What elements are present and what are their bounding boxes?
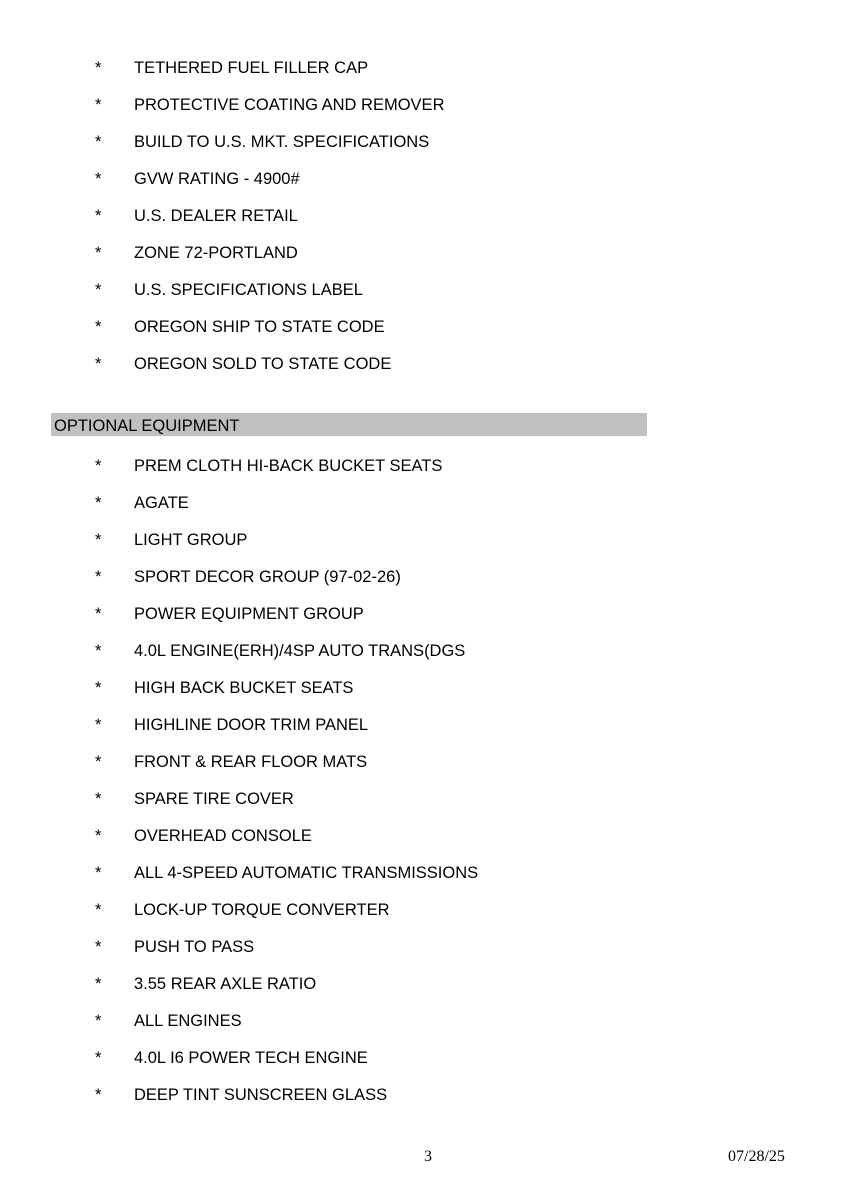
list-item <box>0 1048 847 1085</box>
list-item <box>0 641 847 678</box>
list-item <box>0 678 847 715</box>
list-item-text: PREM CLOTH HI-BACK BUCKET SEATS <box>134 457 443 475</box>
list-item <box>0 132 847 169</box>
page-number: 3 <box>424 1148 432 1165</box>
list-item-text: HIGHLINE DOOR TRIM PANEL <box>134 716 369 734</box>
list-item <box>0 493 847 530</box>
list-item <box>0 937 847 974</box>
bullet-asterisk: * <box>95 1012 102 1030</box>
list-item <box>0 752 847 789</box>
list-item-text: OREGON SOLD TO STATE CODE <box>134 355 392 373</box>
optional-equipment-header: OPTIONAL EQUIPMENT <box>51 413 647 436</box>
standard-equipment-list <box>0 58 847 391</box>
list-item <box>0 456 847 493</box>
list-item <box>0 317 847 354</box>
list-item <box>0 974 847 1011</box>
list-item-text: OREGON SHIP TO STATE CODE <box>134 318 385 336</box>
list-item-text: BUILD TO U.S. MKT. SPECIFICATIONS <box>134 133 430 151</box>
list-item-text: FRONT & REAR FLOOR MATS <box>134 753 368 771</box>
list-item-text: SPARE TIRE COVER <box>134 790 294 808</box>
footer-date: 07/28/25 <box>728 1148 785 1165</box>
list-item-text: U.S. DEALER RETAIL <box>134 207 298 225</box>
list-item-text: ALL ENGINES <box>134 1012 242 1030</box>
list-item-text: 3.55 REAR AXLE RATIO <box>134 975 317 993</box>
list-item <box>0 243 847 280</box>
bullet-asterisk: * <box>95 753 102 771</box>
list-item-text: OVERHEAD CONSOLE <box>134 827 312 845</box>
list-item-text: U.S. SPECIFICATIONS LABEL <box>134 281 363 299</box>
list-item <box>0 604 847 641</box>
bullet-asterisk: * <box>95 96 102 114</box>
bullet-asterisk: * <box>95 716 102 734</box>
list-item-text: ZONE 72-PORTLAND <box>134 244 298 262</box>
bullet-asterisk: * <box>95 679 102 697</box>
list-item <box>0 280 847 317</box>
list-item <box>0 95 847 132</box>
list-item-text: HIGH BACK BUCKET SEATS <box>134 679 354 697</box>
bullet-asterisk: * <box>95 605 102 623</box>
bullet-asterisk: * <box>95 170 102 188</box>
list-item <box>0 58 847 95</box>
list-item-text: 4.0L I6 POWER TECH ENGINE <box>134 1049 368 1067</box>
bullet-asterisk: * <box>95 864 102 882</box>
list-item <box>0 530 847 567</box>
bullet-asterisk: * <box>95 1049 102 1067</box>
bullet-asterisk: * <box>95 1086 102 1104</box>
list-item <box>0 1085 847 1122</box>
bullet-asterisk: * <box>95 790 102 808</box>
list-item-text: LOCK-UP TORQUE CONVERTER <box>134 901 390 919</box>
bullet-asterisk: * <box>95 494 102 512</box>
bullet-asterisk: * <box>95 938 102 956</box>
bullet-asterisk: * <box>95 827 102 845</box>
list-item-text: ALL 4-SPEED AUTOMATIC TRANSMISSIONS <box>134 864 479 882</box>
list-item <box>0 354 847 391</box>
list-item <box>0 900 847 937</box>
list-item <box>0 169 847 206</box>
list-item <box>0 1011 847 1048</box>
list-item <box>0 863 847 900</box>
list-item-text: PROTECTIVE COATING AND REMOVER <box>134 96 445 114</box>
list-item <box>0 826 847 863</box>
list-item <box>0 789 847 826</box>
bullet-asterisk: * <box>95 901 102 919</box>
bullet-asterisk: * <box>95 975 102 993</box>
list-item <box>0 206 847 243</box>
list-item-text: GVW RATING - 4900# <box>134 170 300 188</box>
list-item-text: DEEP TINT SUNSCREEN GLASS <box>134 1086 388 1104</box>
bullet-asterisk: * <box>95 318 102 336</box>
bullet-asterisk: * <box>95 531 102 549</box>
bullet-asterisk: * <box>95 281 102 299</box>
list-item-text: SPORT DECOR GROUP (97-02-26) <box>134 568 401 586</box>
bullet-asterisk: * <box>95 457 102 475</box>
bullet-asterisk: * <box>95 355 102 373</box>
bullet-asterisk: * <box>95 642 102 660</box>
list-item <box>0 567 847 604</box>
bullet-asterisk: * <box>95 568 102 586</box>
list-item-text: LIGHT GROUP <box>134 531 248 549</box>
bullet-asterisk: * <box>95 244 102 262</box>
bullet-asterisk: * <box>95 59 102 77</box>
bullet-asterisk: * <box>95 133 102 151</box>
bullet-asterisk: * <box>95 207 102 225</box>
list-item-text: POWER EQUIPMENT GROUP <box>134 605 364 623</box>
list-item-text: TETHERED FUEL FILLER CAP <box>134 59 369 77</box>
list-item-text: AGATE <box>134 494 189 512</box>
optional-equipment-list <box>0 456 847 1122</box>
list-item-text: 4.0L ENGINE(ERH)/4SP AUTO TRANS(DGS <box>134 642 466 660</box>
list-item-text: PUSH TO PASS <box>134 938 255 956</box>
list-item <box>0 715 847 752</box>
